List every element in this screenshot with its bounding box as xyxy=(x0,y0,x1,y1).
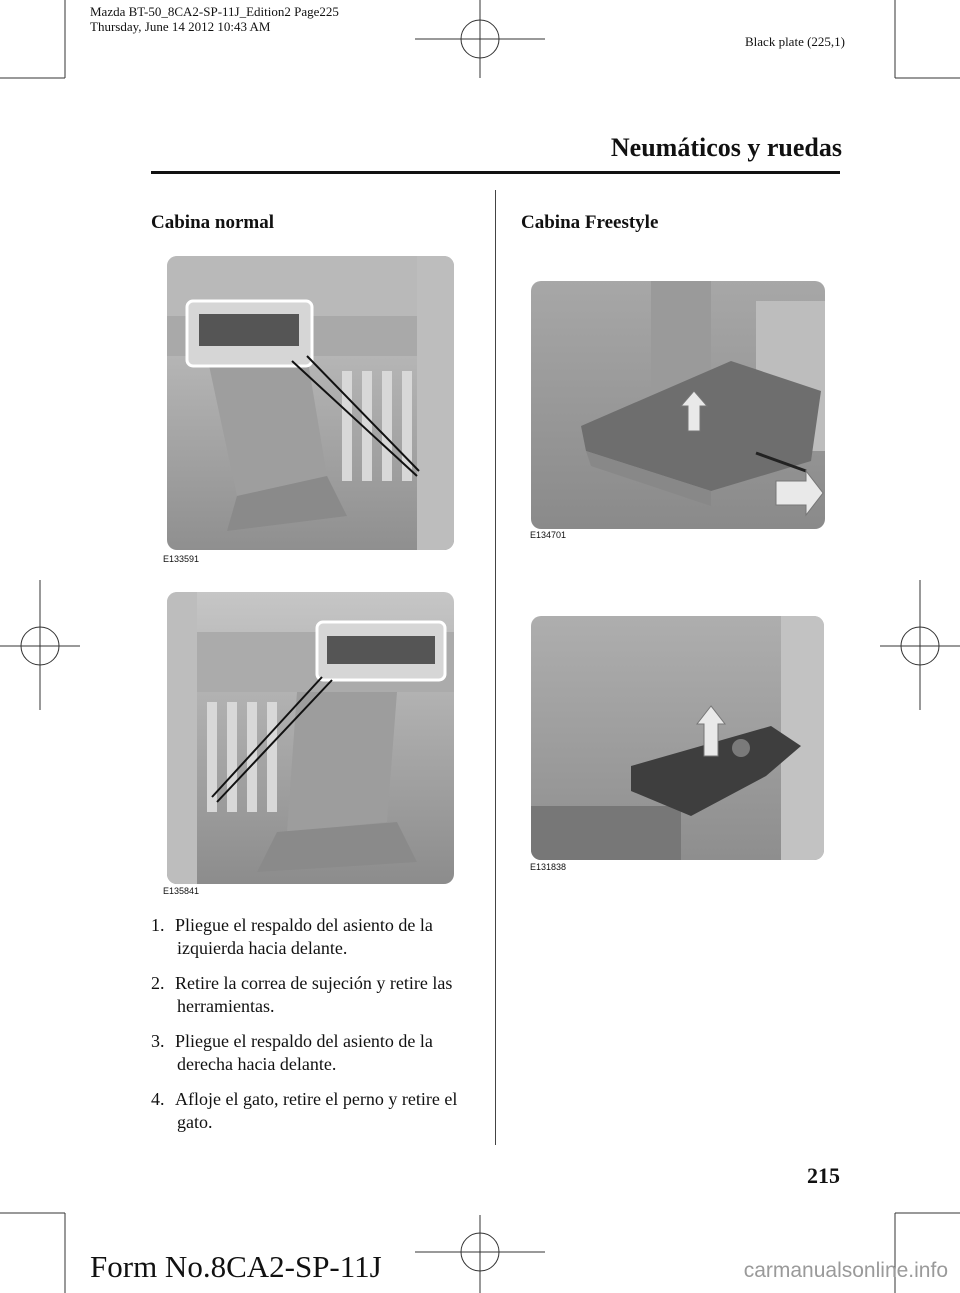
list-item xyxy=(151,914,491,960)
list-item xyxy=(151,1030,491,1076)
heading-cabina-freestyle: Cabina Freestyle xyxy=(521,212,659,233)
step-number: 2. xyxy=(151,973,165,993)
figure-seat-jack-left xyxy=(167,256,454,550)
step-list xyxy=(151,914,491,1134)
step-text-continued: izquierda hacia delante. xyxy=(177,938,348,958)
list-item xyxy=(151,1088,491,1134)
step-text: Afloje el gato, retire el perno y retire el xyxy=(175,1089,458,1109)
page-number: 215 xyxy=(807,1163,840,1188)
file-info xyxy=(90,4,339,34)
step-number: 3. xyxy=(151,1031,165,1051)
heading-cabina-normal: Cabina normal xyxy=(151,212,274,233)
column-divider xyxy=(495,190,496,1145)
figure-seat-jack-right xyxy=(167,592,454,884)
step-text: Pliegue el respaldo del asiento de la xyxy=(175,915,433,935)
form-number: Form No.8CA2-SP-11J xyxy=(90,1249,382,1284)
figure-seat-cushion-lift xyxy=(531,281,825,529)
step-text: Pliegue el respaldo del asiento de la xyxy=(175,1031,433,1051)
list-item xyxy=(151,972,491,1018)
section-rule xyxy=(151,171,840,174)
seat-illustration xyxy=(167,592,454,884)
figure-code: E135841 xyxy=(163,886,200,896)
figure-code: E133591 xyxy=(163,554,200,564)
figure-floor-cover-lift xyxy=(531,616,824,860)
file-info-line2: Thursday, June 14 2012 10:43 AM xyxy=(90,19,271,34)
file-info-line1: Mazda BT-50_8CA2-SP-11J_Edition2 Page225 xyxy=(90,4,339,19)
step-text-continued: gato. xyxy=(177,1112,213,1132)
plate-label: Black plate (225,1) xyxy=(745,34,845,49)
step-text: Retire la correa de sujeción y retire las xyxy=(175,973,453,993)
section-title: Neumáticos y ruedas xyxy=(610,133,842,162)
floor-cover-illustration xyxy=(531,616,824,860)
figure-code: E131838 xyxy=(530,862,567,872)
cushion-illustration xyxy=(531,281,825,529)
step-text-continued: derecha hacia delante. xyxy=(177,1054,337,1074)
seat-illustration xyxy=(167,256,454,550)
step-text-continued: herramientas. xyxy=(177,996,275,1016)
step-number: 4. xyxy=(151,1089,165,1109)
figure-code: E134701 xyxy=(530,530,567,540)
watermark: carmanualsonline.info xyxy=(743,1259,948,1282)
step-number: 1. xyxy=(151,915,165,935)
